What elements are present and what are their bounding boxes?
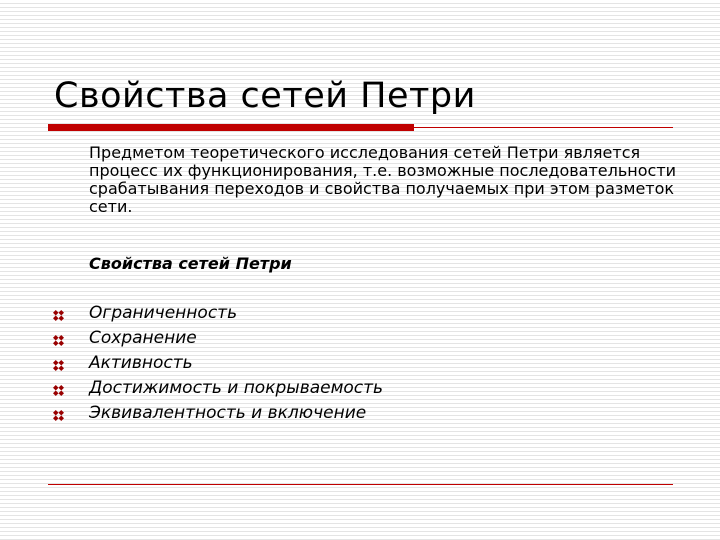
- diamond-bullet-icon: [53, 310, 64, 321]
- slide-title: Свойства сетей Петри: [54, 76, 476, 116]
- list-item-label: Эквивалентность и включение: [89, 403, 367, 423]
- list-item-label: Достижимость и покрываемость: [89, 378, 384, 398]
- list-item: [0, 352, 720, 377]
- list-item: [0, 327, 720, 352]
- list-item: [0, 402, 720, 427]
- list-item: [0, 377, 720, 402]
- list-item-label: Активность: [89, 353, 193, 373]
- diamond-bullet-icon: [53, 410, 64, 421]
- diamond-bullet-icon: [53, 335, 64, 346]
- list-item-label: Сохранение: [89, 328, 197, 348]
- list-item: [0, 302, 720, 327]
- list-item-label: Ограниченность: [89, 303, 238, 323]
- footer-divider: [48, 484, 673, 485]
- diamond-bullet-icon: [53, 385, 64, 396]
- properties-list: [0, 302, 720, 427]
- diamond-bullet-icon: [53, 360, 64, 371]
- title-accent-bar: [48, 124, 414, 131]
- intro-paragraph: Предметом теоретического исследования сетей Петри является процесс их функционирования, т.е. возможные последовательности срабатывания переходов и свойства получаемых при этом разметок сети.: [89, 143, 677, 216]
- list-heading: Свойства сетей Петри: [89, 254, 292, 273]
